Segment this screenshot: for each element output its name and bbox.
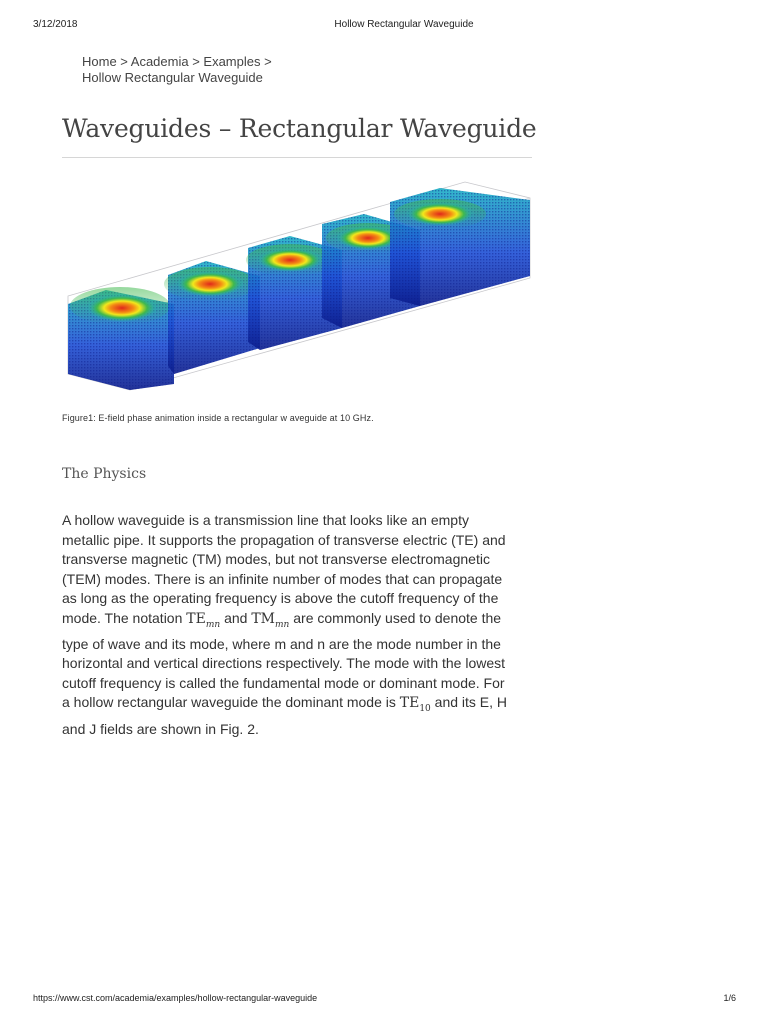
paragraph-line: A hollow waveguide is a transmission line that looks like an empty — [62, 512, 469, 528]
paragraph-text: a hollow rectangular waveguide the dominant mode is — [62, 694, 400, 711]
print-date: 3/12/2018 — [33, 19, 78, 30]
breadcrumb — [82, 54, 272, 86]
breadcrumb-current: Hollow Rectangular Waveguide — [82, 70, 263, 85]
paragraph-line: and J fields are shown in Fig. 2. — [62, 720, 259, 737]
paragraph-text: are commonly used to denote the — [289, 609, 502, 626]
physics-paragraph — [62, 511, 532, 739]
paragraph-line: type of wave and its mode, where m and n are the mode number in the — [62, 635, 501, 652]
tm-mn-notation — [251, 610, 290, 630]
field-block-5 — [390, 188, 530, 306]
field-block-1 — [68, 287, 174, 390]
field-block-2 — [164, 261, 260, 374]
tm-symbol: TM — [251, 610, 276, 627]
10-subscript: 10 — [419, 704, 431, 715]
figure-caption: Figure1: E-field phase animation inside a rectangular w aveguide at 10 GHz. — [62, 413, 374, 423]
paragraph-line: horizontal and vertical directions respectively. The mode with the lowest — [62, 655, 506, 672]
paragraph-text: and — [220, 609, 252, 626]
paragraph-line: (TEM) modes. There is an infinite number of modes that can propagate — [62, 570, 503, 587]
te-symbol: TE — [399, 695, 420, 712]
mn-subscript: mn — [205, 619, 221, 630]
paragraph-text: and its E, H — [430, 694, 508, 711]
mn-subscript: mn — [275, 619, 290, 630]
page-title: Waveguides – Rectangular Waveguide — [62, 114, 537, 143]
paragraph-line: transverse magnetic (TM) modes, but not transverse electromagnetic — [62, 551, 490, 567]
waveguide-field-figure — [60, 178, 535, 393]
title-divider — [62, 157, 532, 158]
print-footer-page: 1/6 — [723, 993, 736, 1003]
te-mn-notation — [186, 610, 221, 630]
te10-notation — [399, 695, 431, 715]
paragraph-text: mode. The notation — [62, 609, 187, 626]
paragraph-line — [62, 693, 532, 719]
print-footer-url[interactable]: https://www.cst.com/academia/examples/hollow-rectangular-waveguide — [33, 993, 318, 1003]
section-heading: The Physics — [62, 466, 147, 482]
paragraph-line: metallic pipe. It supports the propagation of transverse electric (TE) and — [62, 531, 506, 548]
paragraph-line — [62, 609, 532, 635]
paragraph-line: cutoff frequency is called the fundamental mode or dominant mode. For — [62, 674, 505, 691]
te-symbol: TE — [186, 610, 206, 627]
print-header-title: Hollow Rectangular Waveguide — [334, 19, 474, 30]
paragraph-line: as long as the operating frequency is above the cutoff frequency of the — [62, 590, 499, 606]
breadcrumb-path[interactable]: Home > Academia > Examples > — [82, 54, 272, 69]
